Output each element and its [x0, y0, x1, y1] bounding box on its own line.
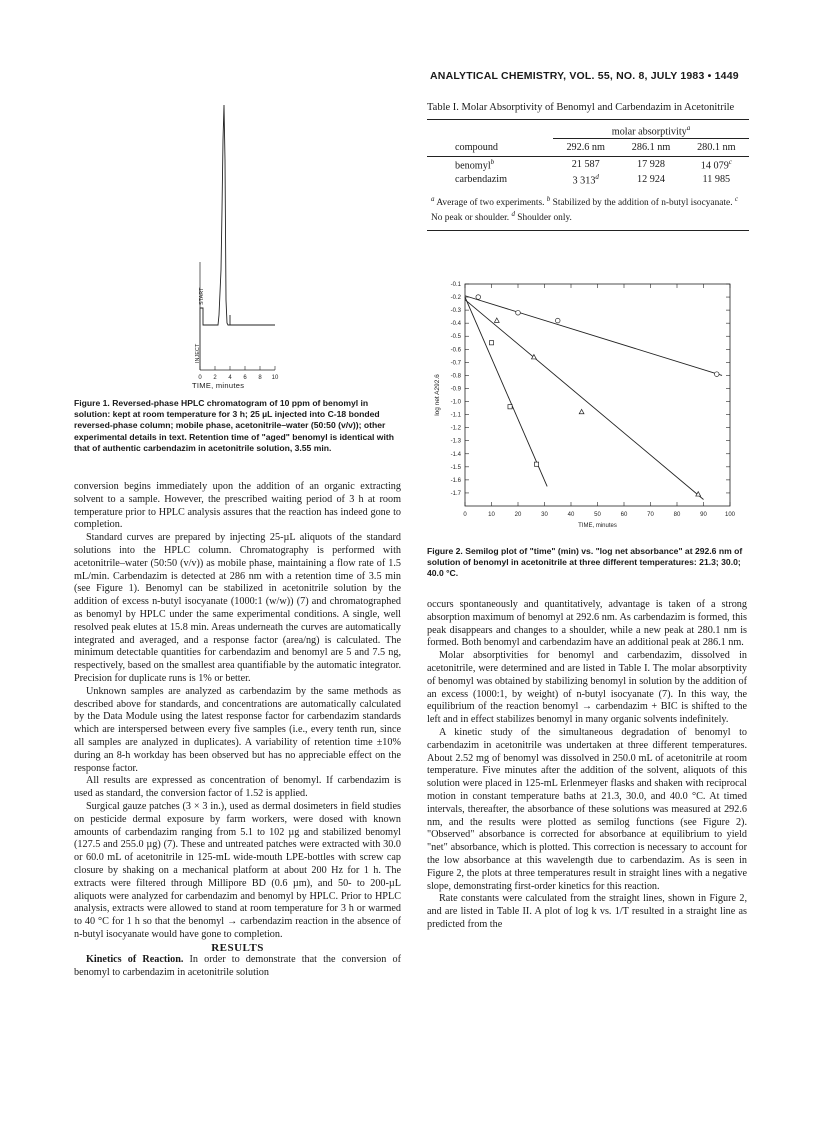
fig2-y-tick-label: -0.7 [450, 360, 461, 367]
right-column-text [427, 599, 747, 932]
table-1-group-header: molar absorptivity$^a$ [553, 123, 749, 139]
figure-2-caption [427, 546, 749, 580]
paragraph: Surgical gauze patches (3 × 3 in.), used as dermal dosimeters in field studies on pesticide dermal exposure by farm workers, were dosed with known amounts of carbendazim ranging from 5.1 to 102 µg and stabilized benomyl (127.5 and 255.0 µg) (7). These and untreated patches were extracted with 30.0 or 60.0 mL of acetonitrile in 125-mL wide-mouth LPE-bottles with screw cap closure by shaking on a mechanical platform at about 200 Hz for 1 h. The extracts were filtered through Millipore BD (0.6 µm), and 50- to 200-µL aliquots were analyzed for carbendazim and benomyl by HPLC. Prior to HPLC analysis, extracts were allowed to stand at room temperature for 3 h or warmed to 40 °C for 1 h so that the benomyl → carbendazim reaction in the absence of n-butyl isocyanate would have gone to completion. [74, 800, 401, 940]
fig2-x-tick-label: 30 [541, 512, 548, 518]
fig2-y-tick-label: -0.6 [450, 347, 461, 354]
table-1-grid [427, 123, 749, 188]
paragraph: Unknown samples are analyzed as carbendazim by the same methods as described above for standards, and concentrations are automatically calculated by the Data Module using the latest response factor for carbendazim standards which are interspersed between every five samples (i.e., every tenth run, since all samples are analyzed in duplicates). A variability of retention time ±10% during an 8-h workday has been observed but has no appreciable effect on the response factor. [74, 685, 401, 774]
fig2-point-circle [476, 295, 481, 300]
fig2-point-circle [714, 372, 719, 377]
fig1-caption-text: Reversed-phase HPLC chromatogram of 10 ppm of benomyl in solution: kept at room temperature for 3 h; 25 µL injected into C-18 bonded reversed-phase column; mobile phase, acetonitrile–water (50:50 (v/v)); other experimental details in text. Retention time of "aged" benomyl is identical with that of authentic carbendazim in acetonitrile solution, 3.55 min. [74, 398, 394, 453]
fig2-point-square [508, 405, 512, 409]
paragraph: A kinetic study of the simultaneous degradation of benomyl to carbendazim in acetonitrile was undertaken at three different temperatures. About 2.52 mg of benomyl was dissolved in 250.0 mL of acetonitrile at room temperature. Five minutes after the addition of the solvent, aliquots of this solution were placed in 125-mL Erlenmeyer flasks and shaken with reciprocal motion in constant temperature baths at 21.3, 30.0, and 40.0 °C. At timed intervals, thereafter, the absorbance of these solutions was measured at 292.6 nm, and the results were plotted as semilog functions (see Figure 2). "Observed" absorbance is corrected for absorbance at equilibrium to yield "net" absorbance, which is plotted. This correction is necessary to account for the low absorbance at this wavelength due to carbendazim. As is seen in Figure 2, the plots at three temperatures result in straight lines with a negative slope, demonstrating first-order kinetics for this reaction. [427, 726, 747, 892]
fig2-y-tick-label: -1.1 [450, 412, 461, 419]
fig2-y-tick-label: -0.5 [450, 334, 461, 341]
fig2-y-tick-label: -1.5 [450, 464, 461, 471]
fig2-y-tick-label: -0.4 [450, 321, 461, 328]
fig1-inject-label: INJECT [195, 343, 201, 363]
fig2-x-tick-label: 70 [647, 512, 654, 518]
fig2-y-tick-label: -1.7 [450, 490, 461, 497]
fig2-y-tick-label: -0.3 [450, 308, 461, 315]
fig1-tick-10: 10 [271, 375, 279, 381]
fig2-y-tick-label: -0.1 [450, 282, 461, 288]
fig2-x-tick-label: 0 [463, 512, 467, 518]
fig2-x-tick-label: 60 [620, 512, 628, 518]
col-286: 286.1 nm [618, 138, 683, 156]
fig1-start-label: START [199, 287, 205, 305]
paragraph: All results are expressed as concentration of benomyl. If carbendazim is used as standard, the conversion factor of 1.52 is applied. [74, 775, 401, 800]
fig1-tick-2: 2 [213, 375, 217, 381]
fig2-fit-line-0 [465, 296, 722, 376]
paragraph: Rate constants were calculated from the straight lines, shown in Figure 2, and are listed in Table II. A plot of log k vs. 1/T resulted in a straight line as predicted from the [427, 893, 747, 930]
fig2-point-triangle [579, 409, 584, 413]
fig2-point-triangle [494, 318, 499, 322]
fig2-x-tick-label: 50 [594, 512, 601, 518]
fig2-plot-frame [465, 284, 730, 506]
col-292: 292.6 nm [553, 138, 618, 156]
table-1-caption: Table I. Molar Absorptivity of Benomyl and Carbendazim in Acetonitrile [427, 102, 749, 120]
left-column-text [74, 481, 401, 980]
fig2-y-tick-label: -0.8 [450, 373, 461, 380]
fig2-fit-line-1 [465, 300, 704, 500]
fig2-y-tick-label: -1.0 [450, 399, 461, 406]
fig2-x-tick-label: 90 [700, 512, 707, 518]
kinetics-heading: Kinetics of Reaction. [86, 954, 184, 966]
fig1-caption-label: Figure 1. [74, 398, 110, 408]
fig1-x-axis-label: TIME, minutes [192, 381, 245, 390]
running-header: ANALYTICAL CHEMISTRY, VOL. 55, NO. 8, JULY 1983 • 1449 [430, 70, 739, 82]
col-compound: compound [427, 138, 553, 156]
fig2-x-tick-label: 100 [724, 512, 736, 518]
fig2-y-tick-label: -0.2 [450, 295, 461, 302]
figure-1-chromatogram [190, 100, 290, 390]
results-heading: RESULTS [211, 941, 264, 954]
fig2-x-tick-label: 20 [514, 512, 522, 518]
col-280: 280.1 nm [684, 138, 749, 156]
fig2-caption-text: Semilog plot of "time" (min) vs. "log net absorbance" at 292.6 nm of solution of benomyl in acetonitrile at three different temperatures: 21.3; 30.0; 40.0 °C. [427, 546, 743, 579]
fig2-point-square [534, 462, 538, 466]
fig2-point-square [489, 341, 493, 345]
fig1-tick-4: 4 [228, 375, 232, 381]
paragraph: Standard curves are prepared by injecting 25-µL aliquots of the standard solutions into the HPLC column. Chromatography is performed with acetonitrile–water (50:50 (v/v)) as mobile phase, maintaining a flow rate of 1.5 mL/min. Carbendazim is detected at 286 nm with a retention time of 3.5 min (see Figure 1). Benomyl can be stabilized in acetonitrile solution by the addition of excess n-butyl isocyanate (1000:1 (w/w)) (7) and chromatographed as benomyl by HPLC under the same experimental conditions. A single, well resolved peak elutes at 15.8 min. Areas underneath the curves are automatically integrated and averaged, and a response factor (area/ng) is calculated. The minimum detectable quantities for carbendazim and benomyl are 5 and 7.5 ng, respectively, based on the smallest area quantifiable by the automatic integrator. Precision for duplicate runs is 1% or better. [74, 532, 401, 684]
fig1-ticks [200, 366, 275, 370]
fig2-x-tick-label: 40 [567, 512, 575, 518]
paragraph: Kinetics of Reaction. In order to demonstrate that the conversion of benomyl to carbendazim in acetonitrile solution [74, 954, 401, 979]
table-row: carbendazim 3 313$^d$ 12 924 11 985 [455, 173, 731, 187]
fig2-y-tick-label: -0.9 [450, 386, 461, 393]
fig2-x-axis-label: TIME, minutes [578, 523, 617, 529]
fig2-y-tick-label: -1.4 [450, 451, 461, 458]
fig2-x-tick-label: 10 [488, 512, 495, 518]
fig2-y-tick-label: -1.2 [450, 425, 461, 432]
fig2-y-axis-label: log net A292.6 [434, 374, 441, 416]
fig2-fit-line-2 [465, 297, 547, 486]
paragraph: conversion begins immediately upon the addition of an organic extracting solvent to a sample. However, the prescribed waiting period of 3 h at room temperature prior to HPLC analysis assures that the reaction has indeed gone to completion. [74, 481, 401, 531]
fig2-x-tick-label: 80 [673, 512, 681, 518]
table-row: benomyl$^b$ 21 587 17 928 14 079$^c$ [455, 157, 732, 172]
fig2-caption-label: Figure 2. [427, 546, 463, 556]
fig2-point-triangle [532, 355, 537, 359]
fig2-y-tick-label: -1.3 [450, 438, 461, 445]
fig1-chromatogram-trace [200, 105, 275, 370]
fig2-point-circle [516, 310, 521, 315]
figure-2-semilog-plot [427, 276, 747, 544]
figure-1-caption [74, 398, 394, 454]
fig2-point-circle [555, 318, 560, 323]
paragraph: occurs spontaneously and quantitatively, advantage is taken of a strong absorption maximum of benomyl at 292.6 nm. As carbendazim is formed, this peak disappears and changes to a shoulder, while a new peak at 280.1 nm is formed. Both benomyl and carbendazim have an additional peak at 286.1 nm. [427, 599, 747, 649]
paragraph: Molar absorptivities for benomyl and carbendazim, dissolved in acetonitrile, were determined and are listed in Table I. The molar absorptivity of benomyl was obtained by stabilizing benomyl in solution by the addition of an excess (1000:1, by weight) of n-butyl isocyanate (7). In this way, the equilibrium of the reaction benomyl → carbendazim + BIC is shifted to the left and in effect stabilizes benomyl in many organic solvents indefinitely. [427, 650, 747, 726]
fig1-tick-8: 8 [258, 375, 262, 381]
table-1-footnotes: $^a$ Average of two experiments. $^b$ Stabilized by the addition of n-butyl isocyanate. $^c$ No peak or shoulder. $^d$ Shoulder only. [427, 194, 749, 231]
table-1 [427, 102, 749, 231]
fig1-tick-0: 0 [198, 375, 202, 381]
fig2-y-tick-label: -1.6 [450, 477, 461, 484]
fig1-tick-6: 6 [243, 375, 247, 381]
